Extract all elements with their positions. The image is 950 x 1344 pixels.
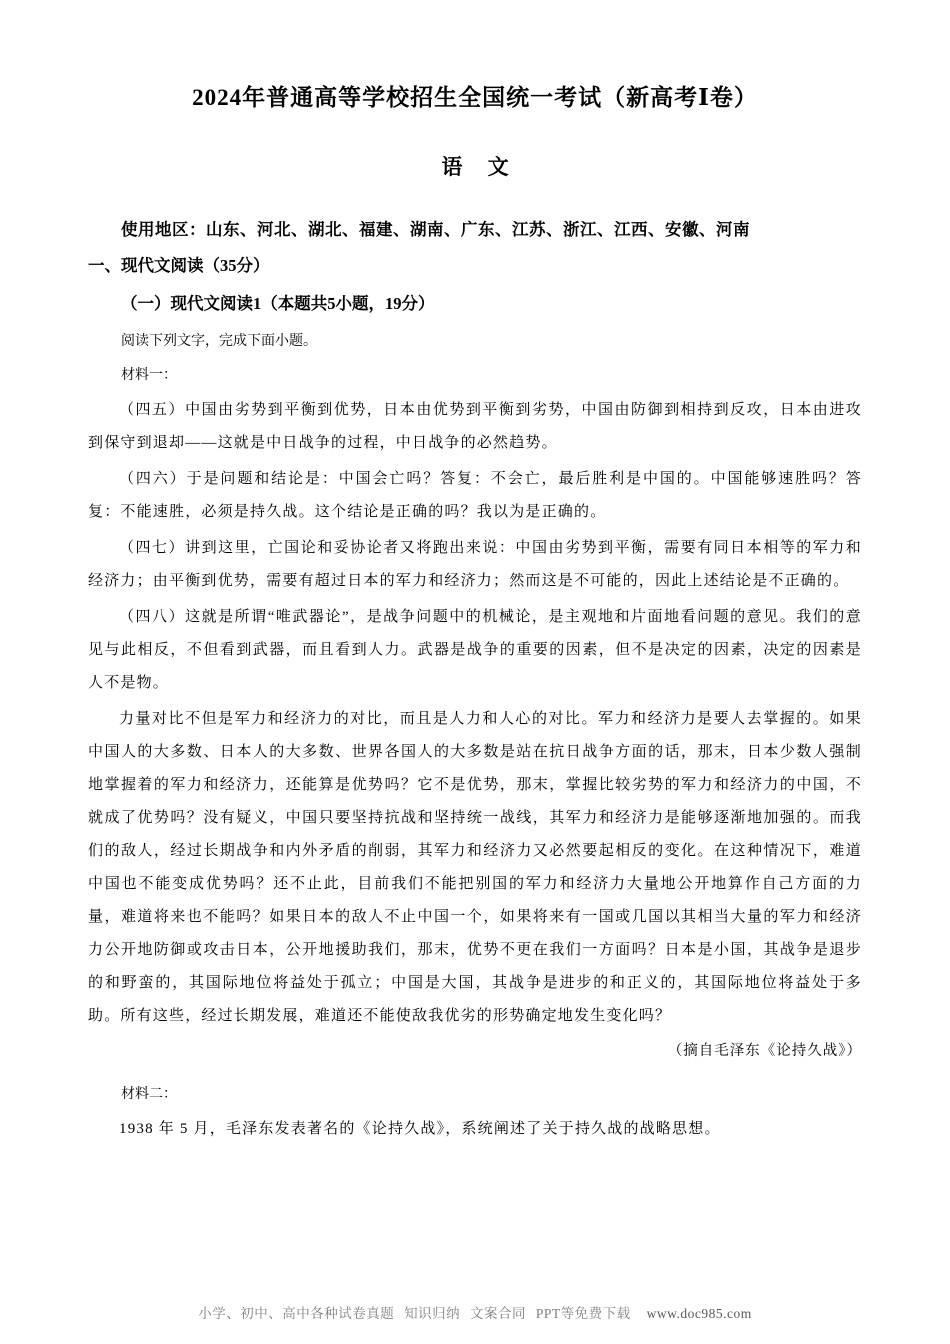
material-two-paragraph-1: 1938 年 5 月，毛泽东发表著名的《论持久战》，系统阐述了关于持久战的战略思想。 [119,1121,721,1138]
material-one-paragraph-3: （四七）讲到这里，亡国论和妥协论者又将跑出来说：中国由劣势到平衡，需要有同日本相等的军力和经济力；由平衡到优势，需要有超过日本的军力和经济力；然而这是不可能的，因此上述结论是不正确的。 [88,540,862,590]
material-one-paragraph-4: （四八）这就是所谓“唯武器论”，是战争问题中的机械论，是主观地和片面地看问题的意见。我们的意见与此相反，不但看到武器，而且看到人力。武器是战争的重要的因素，但不是决定的因素，决定的因素是人不是物。 [88,609,862,692]
region-usage-line: 使用地区：山东、河北、湖北、福建、湖南、广东、江苏、浙江、江西、安徽、河南 [121,220,750,240]
subject-title: 语 文 [441,155,519,180]
page-footer [0,1302,950,1322]
section-one-heading: 一、现代文阅读（35分） [88,256,270,276]
material-one-paragraph-5: 力量对比不但是军力和经济力的对比，而且是人力和人心的对比。军力和经济力是要人去掌握的。如果中国人的大多数、日本人的大多数、世界各国人的大多数是站在抗日战争方面的话，那末，日本少数人强制地掌握着的军力和经济力，还能算是优势吗？它不是优势，那末，掌握比较劣势的军力和经济力的中国，不就成了优势吗？没有疑义，中国只要坚持抗战和坚持统一战线，其军力和经济力是能够逐渐地加强的。而我们的敌人，经过长期战争和内外矛盾的削弱，其军力和经济力又必然要起相反的变化。在这种情况下，难道中国也不能变成优势吗？还不止此，目前我们不能把别国的军力和经济力大量地公开地算作自己方面的力量，难道将来也不能吗？如果日本的敌人不止中国一个，如果将来有一国或几国以其相当大量的军力和经济力公开地防御或攻击日本，公开地援助我们，那末，优势不更在我们一方面吗？日本是小国，其战争是退步的和野蛮的，其国际地位将益处于孤立；中国是大国，其战争是进步的和正义的，其国际地位将益处于多助。所有这些，经过长期发展，难道还不能使敌我优劣的形势确定地发生变化吗？ [88,711,862,1025]
material-one-paragraph-2: （四六）于是问题和结论是：中国会亡吗？答复：不会亡，最后胜利是中国的。中国能够速胜吗？答复：不能速胜，必须是持久战。这个结论是正确的吗？我以为是正确的。 [88,471,862,521]
footer-services-text: 小学、初中、高中各种试卷真题 知识归纳 文案合同 PPT等免费下载 [198,1306,631,1321]
footer-site-link[interactable]: www.doc985.com [646,1306,752,1321]
subsection-one-heading: （一）现代文阅读1（本题共5小题，19分） [121,294,435,314]
material-two-label: 材料二： [121,1087,177,1103]
material-one-paragraph-1: （四五）中国由劣势到平衡到优势，日本由优势到平衡到劣势，中国由防御到相持到反攻，日本由进攻到保守到退却——这就是中日战争的过程，中日战争的必然趋势。 [88,402,862,452]
source-attribution: （摘自毛泽东《论持久战》） [667,1043,862,1060]
exam-title: 2024年普通高等学校招生全国统一考试（新高考Ⅰ卷） [192,85,758,110]
reading-instruction: 阅读下列文字，完成下面小题。 [121,334,317,350]
material-one-label: 材料一： [121,368,177,384]
